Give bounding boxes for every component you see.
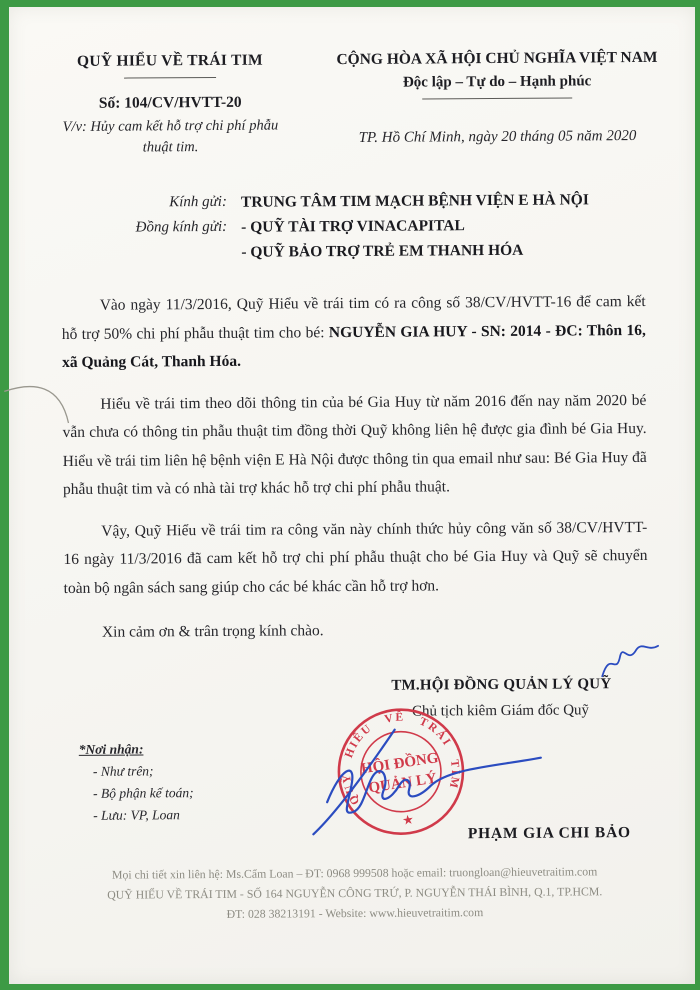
paragraph-1-bold: NGUYỄN GIA HUY - SN: 2014 - ĐC: Thôn 16, xã Quảng Cát, Thanh Hóa. [62,321,646,372]
cc-label: Đồng kính gửi: [135,218,228,236]
cc-value-1: - QUỸ TÀI TRỢ VINACAPITAL [241,217,465,236]
footer-phone-web-line: ĐT: 028 38213191 - Website: www.hieuvetraitim.com [226,905,484,921]
footer-address-line: QUỸ HIỂU VỀ TRÁI TIM - SỐ 164 NGUYỄN CÔNG TRỨ, P. NGUYỄN THÁI BÌNH, Q.1, TP.HCM. [107,884,603,902]
distribution-item-1: - Như trên; [92,762,154,779]
letter-body [8,288,696,648]
document-number: Số: 104/CV/HVTT-20 [98,93,242,112]
distribution-list [79,741,194,824]
distribution-item-2: - Bộ phận kế toán; [93,784,194,801]
stamp-star-icon: ★ [401,810,415,828]
national-header-block [316,49,693,158]
cc-values [227,213,523,265]
on-behalf-line: TM.HỘI ĐỒNG QUẢN LÝ QUỸ [391,675,612,694]
motto-underline [422,97,572,99]
initials-ink-mark [598,639,662,683]
stamp-center-line1: HỘI ĐỒNG [360,749,440,777]
paragraph-2: Hiểu về trái tim theo dõi thông tin của bé Gia Huy từ năm 2016 đến nay năm 2020 bé vẫn chưa có thông tin phẫu thuật tim đồng thời Quỹ không liên hệ được gia đình bé Gia Huy. Hiểu về trái tim liên hệ bệnh viện E Hà Nội được thông tin qua email như sau: Bé Gia Huy đã phẫu thuật tim và có nhà tài trợ khác hỗ trợ chi phí phẫu thuật. [62,391,647,499]
cc-value-2: - QUỸ BẢO TRỢ TRẺ EM THANH HÓA [241,241,524,261]
closing-line: Xin cảm ơn & trân trọng kính chào. [101,622,324,641]
letterhead-footer [12,861,698,926]
footer-contact-line: Mọi chi tiết xin liên hệ: Ms.Cẩm Loan – ĐT: 0968 999508 hoặc email: truongloan@hieuvetraitim.com [111,864,598,882]
document-subject: V/v: Hủy cam kết hỗ trợ chi phí phẫu thuật tim. [62,117,279,156]
paragraph-3: Vậy, Quỹ Hiểu về trái tim ra công văn này chính thức hủy công văn số 38/CV/HVTT-16 ngày 11/3/2016 đã cam kết hỗ trợ chi phí phẫu thuật cho bé Gia Huy và Quỹ sẽ chuyển toàn bộ ngân sách sang giúp cho các bé khác cần hỗ trợ hơn. [63,518,648,597]
issuer-block [6,51,317,159]
national-title: CỘNG HÒA XÃ HỘI CHỦ NGHĨA VIỆT NAM [336,48,658,69]
stamp-ring-text: QUỸ HIỂU VỀ TRÁI TIM [340,711,462,807]
issuer-name: QUỸ HIỂU VỀ TRÁI TIM [76,51,264,70]
signer-name: PHẠM GIA CHI BẢO [467,823,631,842]
scan-artifact-curve [2,375,92,432]
issuer-underline [124,77,216,79]
to-label: Kính gửi: [169,193,228,211]
to-value: TRUNG TÂM TIM MẠCH BỆNH VIỆN E HÀ NỘI [240,191,589,211]
document-header [6,49,693,160]
date-place-line: TP. Hồ Chí Minh, ngày 20 tháng 05 năm 2020 [358,128,637,146]
stamp-center-line2: QUẢN LÝ [367,770,438,796]
distribution-item-3: - Lưu: VP, Loan [93,806,180,823]
signer-title: Chủ tịch kiêm Giám đốc Quỹ [411,701,590,720]
national-motto: Độc lập – Tự do – Hạnh phúc [402,73,592,91]
recipients-block [59,187,694,266]
paragraph-1-text: Vào ngày 11/3/2016, Quỹ Hiểu về trái tim có ra công số 38/CV/HVTT-16 để cam kết hỗ trợ 50% chi phí phẫu thuật tim cho bé: [61,292,646,343]
paper-sheet [9,7,695,984]
distribution-label: *Nơi nhận: [78,740,144,757]
paragraph-1 [62,288,647,378]
